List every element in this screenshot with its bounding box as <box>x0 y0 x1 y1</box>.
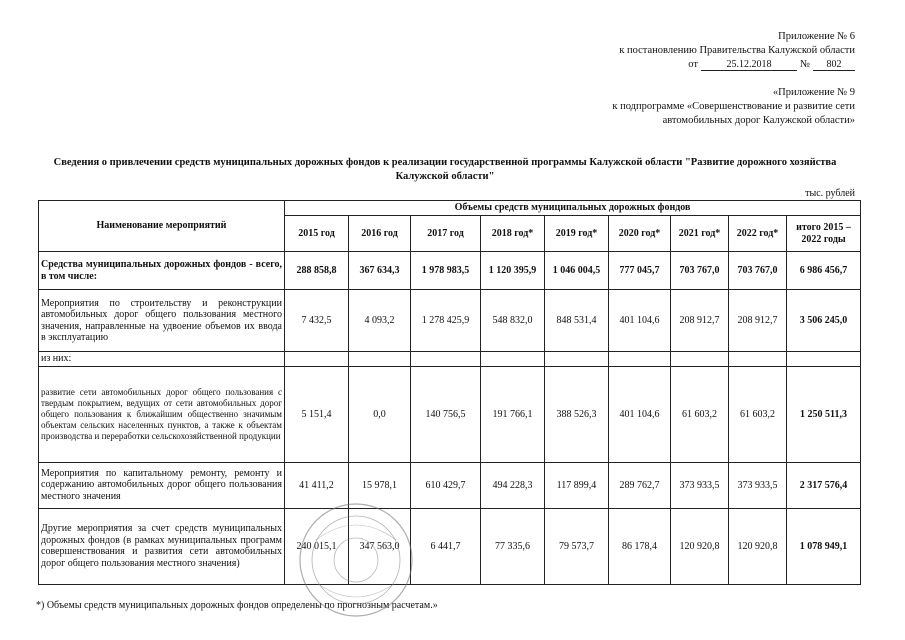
cell-value: 61 603,2 <box>729 366 787 462</box>
header-line-1: Приложение № 6 <box>778 31 855 42</box>
header-b-line-3: автомобильных дорог Калужской области» <box>662 115 855 126</box>
cell-value: 191 766,1 <box>481 366 545 462</box>
cell-value: 401 104,6 <box>609 366 671 462</box>
cell-value: 79 573,7 <box>545 508 609 584</box>
document-title: Сведения о привлечении средств муниципальных дорожных фондов к реализации государственной программы Калужской области "Развитие дорожного хозяйства Калужской области" <box>53 157 837 182</box>
cell-total: 6 986 456,7 <box>787 252 861 290</box>
cell-value: 86 178,4 <box>609 508 671 584</box>
cell-value: 120 920,8 <box>729 508 787 584</box>
year-header: 2022 год* <box>729 216 787 252</box>
year-header: 2020 год* <box>609 216 671 252</box>
from-label: от <box>688 59 698 70</box>
decree-date: 25.12.2018 <box>701 59 797 71</box>
cell-value: 548 832,0 <box>481 290 545 352</box>
header-b-line-1: «Приложение № 9 <box>772 87 855 98</box>
cell-total: 1 078 949,1 <box>787 508 861 584</box>
cell-value: 15 978,1 <box>349 462 411 508</box>
cell-value: 208 912,7 <box>729 290 787 352</box>
header-appendix-6 <box>619 30 855 72</box>
cell-total: 2 317 576,4 <box>787 462 861 508</box>
cell-value: 388 526,3 <box>545 366 609 462</box>
cell-value: 777 045,7 <box>609 252 671 290</box>
table-row <box>39 290 861 352</box>
col-name-header: Наименование мероприятий <box>39 201 285 252</box>
year-header: 2019 год* <box>545 216 609 252</box>
cell-value: 347 563,0 <box>349 508 411 584</box>
cell-value: 848 531,4 <box>545 290 609 352</box>
footnote: *) Объемы средств муниципальных дорожных фондов определены по прогнозным расчетам.» <box>36 600 438 611</box>
cell-value: 4 093,2 <box>349 290 411 352</box>
sub-label-row <box>39 352 861 367</box>
cell-value: 288 858,8 <box>285 252 349 290</box>
cell-value: 703 767,0 <box>729 252 787 290</box>
cell-value: 401 104,6 <box>609 290 671 352</box>
cell-value: 208 912,7 <box>671 290 729 352</box>
header-appendix-9 <box>612 86 855 128</box>
number-label: № <box>799 59 810 70</box>
cell-value: 5 151,4 <box>285 366 349 462</box>
table-row <box>39 462 861 508</box>
cell-value: 140 756,5 <box>411 366 481 462</box>
cell-value: 77 335,6 <box>481 508 545 584</box>
cell-value: 1 978 983,5 <box>411 252 481 290</box>
row-name: Средства муниципальных дорожных фондов - всего, в том числе: <box>39 252 285 290</box>
year-header: 2018 год* <box>481 216 545 252</box>
cell-value: 61 603,2 <box>671 366 729 462</box>
row-name: Мероприятия по строительству и реконструкции автомобильных дорог общего пользования местного значения, направленные на удвоение объемов их ввода в эксплуатацию <box>39 290 285 352</box>
cell-value: 1 046 004,5 <box>545 252 609 290</box>
year-header: 2016 год <box>349 216 411 252</box>
cell-value: 0,0 <box>349 366 411 462</box>
table-row <box>39 508 861 584</box>
cell-value: 1 278 425,9 <box>411 290 481 352</box>
cell-value: 117 899,4 <box>545 462 609 508</box>
cell-total: 1 250 511,3 <box>787 366 861 462</box>
cell-value: 373 933,5 <box>729 462 787 508</box>
cell-value: 610 429,7 <box>411 462 481 508</box>
cell-value: 703 767,0 <box>671 252 729 290</box>
sub-label: из них: <box>39 352 285 367</box>
cell-value: 367 634,3 <box>349 252 411 290</box>
cell-value: 289 762,7 <box>609 462 671 508</box>
row-name: Мероприятия по капитальному ремонту, ремонту и содержанию автомобильных дорог общего пользования местного значения <box>39 462 285 508</box>
cell-value: 494 228,3 <box>481 462 545 508</box>
cell-total: 3 506 245,0 <box>787 290 861 352</box>
cell-value: 120 920,8 <box>671 508 729 584</box>
cell-value: 240 015,1 <box>285 508 349 584</box>
table-row <box>39 252 861 290</box>
cell-value: 41 411,2 <box>285 462 349 508</box>
group-header: Объемы средств муниципальных дорожных фондов <box>285 201 861 216</box>
cell-value: 7 432,5 <box>285 290 349 352</box>
year-header: 2017 год <box>411 216 481 252</box>
decree-date-number <box>688 58 855 72</box>
header-b-line-2: к подпрограмме «Совершенствование и развитие сети <box>612 101 855 112</box>
row-name: развитие сети автомобильных дорог общего пользования с твердым покрытием, ведущих от сети автомобильных дорог общего пользования к ближайшим общественно значимым объектам сельских населенных пунктов, а также к объектам производства и переработки сельскохозяйственной продукции <box>39 366 285 462</box>
cell-value: 373 933,5 <box>671 462 729 508</box>
row-name: Другие мероприятия за счет средств муниципальных дорожных фондов (в рамках муниципальных программ совершенствования и развития сети автомобильных дорог общего пользования местного значения) <box>39 508 285 584</box>
cell-value: 1 120 395,9 <box>481 252 545 290</box>
year-header: 2021 год* <box>671 216 729 252</box>
cell-value: 6 441,7 <box>411 508 481 584</box>
year-header: 2015 год <box>285 216 349 252</box>
total-header: итого 2015 – 2022 годы <box>787 216 861 252</box>
table-row <box>39 366 861 462</box>
units-label: тыс. рублей <box>805 188 855 199</box>
header-line-2: к постановлению Правительства Калужской области <box>619 45 855 56</box>
decree-number: 802 <box>813 59 855 71</box>
funds-table <box>38 200 861 585</box>
